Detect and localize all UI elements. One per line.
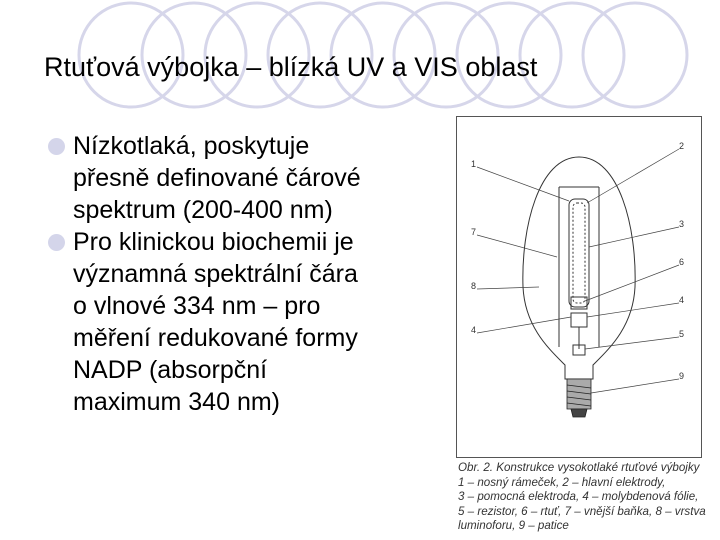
caption-line: 3 – pomocná elektroda, 4 – molybdenová fólie, bbox=[458, 490, 699, 503]
callout-5: 5 bbox=[679, 329, 685, 339]
callout-7: 7 bbox=[471, 227, 477, 237]
caption-line: Obr. 2. Konstrukce vysokotlaké rtuťové výbojky bbox=[458, 461, 700, 474]
caption-line: 1 – nosný rámeček, 2 – hlavní elektrody, bbox=[458, 475, 666, 489]
callout-8: 8 bbox=[471, 281, 477, 291]
callout-1: 1 bbox=[471, 159, 477, 169]
bullet-list bbox=[48, 130, 448, 418]
callout-6: 6 bbox=[679, 257, 685, 267]
bullet-line: Nízkotlaká, poskytuje bbox=[73, 132, 310, 160]
bullet-line: přesně definované čárové bbox=[73, 164, 361, 192]
bullet-line: významná spektrální čára bbox=[73, 260, 358, 288]
bullet-line: spektrum (200-400 nm) bbox=[73, 196, 333, 224]
callout-2: 2 bbox=[679, 141, 685, 151]
bullet-icon bbox=[48, 138, 65, 155]
lamp-figure bbox=[456, 116, 702, 458]
bullet-line: měření redukované formy bbox=[73, 324, 358, 352]
callout-9: 9 bbox=[679, 371, 685, 381]
caption-line: 5 – rezistor, 6 – rtuť, 7 – vnější baňka, 8 – vrstva bbox=[458, 504, 706, 518]
bullet-line: Pro klinickou biochemii je bbox=[73, 228, 354, 256]
caption-line: luminoforu, 9 – patice bbox=[458, 519, 569, 532]
slide-title: Rtuťová výbojka – blízká UV a VIS oblast bbox=[44, 52, 538, 82]
mercury-lamp-diagram bbox=[457, 117, 701, 457]
bullet-item bbox=[48, 130, 448, 226]
bullet-line: NADP (absorpční bbox=[73, 356, 268, 384]
callout-4-right: 4 bbox=[679, 295, 685, 305]
figure-caption bbox=[458, 461, 708, 534]
bullet-item bbox=[48, 226, 448, 418]
callout-4-left: 4 bbox=[471, 325, 477, 335]
bullet-line: maximum 340 nm) bbox=[73, 388, 280, 416]
bullet-line: o vlnové 334 nm – pro bbox=[73, 292, 321, 320]
callout-3: 3 bbox=[679, 219, 685, 229]
bullet-icon bbox=[48, 234, 65, 251]
